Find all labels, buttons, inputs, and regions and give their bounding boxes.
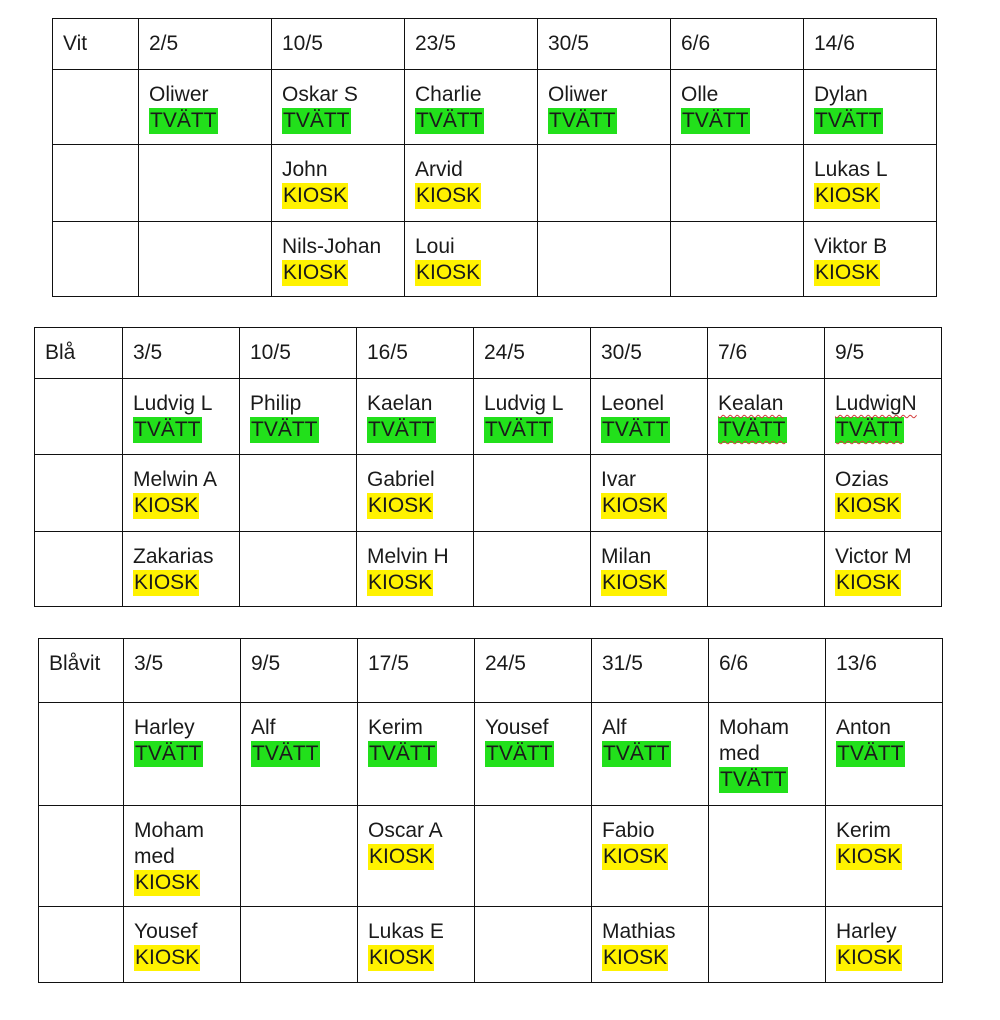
empty-team-cell xyxy=(53,70,139,145)
table-row xyxy=(53,70,937,145)
assignment-cell xyxy=(358,806,475,907)
date-cell xyxy=(671,19,804,70)
header-row xyxy=(39,639,943,703)
person-name: John xyxy=(282,158,328,181)
team-name-cell xyxy=(53,19,139,70)
assignment xyxy=(241,703,357,767)
assignment xyxy=(826,703,942,767)
assignment-cell xyxy=(240,379,357,455)
person-name: Melvin H xyxy=(367,545,449,568)
assignment xyxy=(826,907,942,971)
person-name: Olle xyxy=(681,83,719,106)
person-name: Lukas L xyxy=(814,158,888,181)
assignment-cell xyxy=(123,455,240,532)
date-cell xyxy=(240,328,357,379)
person-name: Moham med xyxy=(134,819,205,868)
person-name: Fabio xyxy=(602,819,655,842)
person-name: Victor M xyxy=(835,545,912,568)
tvatt-task-label: TVÄTT xyxy=(134,418,201,441)
kiosk-task-label: KIOSK xyxy=(369,946,434,969)
date-cell xyxy=(123,328,240,379)
person-name: Oscar A xyxy=(368,819,443,842)
assignment-cell xyxy=(591,532,708,607)
team-name: Vit xyxy=(63,32,88,55)
kiosk-task-label: KIOSK xyxy=(602,571,667,594)
tvatt-task-label: TVÄTT xyxy=(283,109,350,132)
kiosk-task-label: KIOSK xyxy=(368,571,433,594)
assignment-cell xyxy=(708,379,825,455)
date-cell xyxy=(405,19,538,70)
assignment-cell xyxy=(272,70,405,145)
tvatt-task-label: TVÄTT xyxy=(682,109,749,132)
assignment-cell xyxy=(592,907,709,983)
tvatt-task-label: TVÄTT xyxy=(602,418,669,441)
assignment-cell xyxy=(124,806,241,907)
tvatt-task-label: TVÄTT xyxy=(836,418,903,441)
assignment-cell xyxy=(804,145,937,222)
assignment xyxy=(124,907,240,971)
date-cell xyxy=(358,639,475,703)
kiosk-task-label: KIOSK xyxy=(283,184,348,207)
assignment-cell xyxy=(358,907,475,983)
person-name: Yousef xyxy=(485,716,549,739)
assignment-cell xyxy=(475,703,592,806)
tvatt-task-label: TVÄTT xyxy=(719,418,786,441)
kiosk-task-label: KIOSK xyxy=(416,184,481,207)
kiosk-task-label: KIOSK xyxy=(283,261,348,284)
assignment-cell xyxy=(405,145,538,222)
tvatt-task-label: TVÄTT xyxy=(416,109,483,132)
person-name: Dylan xyxy=(814,83,868,106)
assignment xyxy=(123,532,239,596)
assignment xyxy=(272,145,404,209)
assignment-cell xyxy=(123,379,240,455)
date-cell xyxy=(474,328,591,379)
assignment xyxy=(592,806,708,870)
person-name: Ludvig L xyxy=(484,392,564,415)
empty-team-cell xyxy=(35,532,123,607)
assignment-cell xyxy=(241,907,358,983)
date-label: 16/5 xyxy=(367,341,408,364)
assignment-cell xyxy=(474,379,591,455)
assignment-cell xyxy=(804,222,937,297)
assignment xyxy=(123,379,239,443)
assignment-cell xyxy=(825,532,942,607)
assignment-cell xyxy=(591,379,708,455)
assignment-cell xyxy=(825,379,942,455)
tvatt-task-label: TVÄTT xyxy=(135,742,202,765)
assignment-cell xyxy=(139,70,272,145)
assignment xyxy=(671,70,803,134)
assignment-cell xyxy=(272,222,405,297)
tvatt-task-label: TVÄTT xyxy=(369,742,436,765)
team-name: Blåvit xyxy=(49,652,101,675)
tvatt-task-label: TVÄTT xyxy=(252,742,319,765)
header-row xyxy=(53,19,937,70)
assignment xyxy=(272,70,404,134)
tvatt-task-label: TVÄTT xyxy=(150,109,217,132)
person-name: Philip xyxy=(250,392,302,415)
tvatt-task-label: TVÄTT xyxy=(368,418,435,441)
assignment-cell xyxy=(241,806,358,907)
kiosk-task-label: KIOSK xyxy=(815,184,880,207)
empty-team-cell xyxy=(53,145,139,222)
assignment xyxy=(123,455,239,519)
date-label: 9/5 xyxy=(251,652,281,675)
table-row xyxy=(53,222,937,297)
person-name: Ozias xyxy=(835,468,889,491)
kiosk-task-label: KIOSK xyxy=(416,261,481,284)
person-name: Kaelan xyxy=(367,392,433,415)
assignment-cell xyxy=(671,70,804,145)
date-cell xyxy=(709,639,826,703)
person-name: Harley xyxy=(134,716,195,739)
date-label: 13/6 xyxy=(836,652,877,675)
date-cell xyxy=(357,328,474,379)
kiosk-task-label: KIOSK xyxy=(134,571,199,594)
assignment xyxy=(591,379,707,443)
person-name: Oliwer xyxy=(149,83,209,106)
assignment-cell xyxy=(671,145,804,222)
person-name: Loui xyxy=(415,235,455,258)
person-name: Alf xyxy=(251,716,276,739)
assignment-cell xyxy=(405,70,538,145)
assignment-cell xyxy=(708,532,825,607)
assignment xyxy=(358,703,474,767)
table-row xyxy=(35,455,942,532)
date-cell xyxy=(272,19,405,70)
person-name: Harley xyxy=(836,920,897,943)
table-row xyxy=(39,907,943,983)
person-name: Mathias xyxy=(602,920,676,943)
kiosk-task-label: KIOSK xyxy=(135,871,200,894)
person-name: Gabriel xyxy=(367,468,435,491)
assignment-cell xyxy=(272,145,405,222)
kiosk-task-label: KIOSK xyxy=(836,494,901,517)
empty-team-cell xyxy=(39,907,124,983)
assignment-cell xyxy=(475,907,592,983)
assignment-cell xyxy=(804,70,937,145)
assignment xyxy=(825,455,941,519)
assignment xyxy=(825,532,941,596)
date-label: 30/5 xyxy=(548,32,589,55)
assignment xyxy=(357,455,473,519)
assignment xyxy=(405,145,537,209)
assignment xyxy=(357,379,473,443)
date-label: 6/6 xyxy=(681,32,711,55)
assignment xyxy=(804,222,936,286)
date-cell xyxy=(139,19,272,70)
person-name: Nils-Johan xyxy=(282,235,382,258)
kiosk-task-label: KIOSK xyxy=(837,946,902,969)
empty-team-cell xyxy=(35,379,123,455)
assignment xyxy=(272,222,404,286)
person-name: Ludvig L xyxy=(133,392,213,415)
person-name: Arvid xyxy=(415,158,463,181)
header-row xyxy=(35,328,942,379)
assignment-cell xyxy=(475,806,592,907)
assignment-cell xyxy=(826,703,943,806)
kiosk-task-label: KIOSK xyxy=(134,494,199,517)
person-name: Ivar xyxy=(601,468,637,491)
kiosk-task-label: KIOSK xyxy=(368,494,433,517)
person-name: Oliwer xyxy=(548,83,608,106)
assignment-cell xyxy=(357,532,474,607)
date-cell xyxy=(804,19,937,70)
assignment-cell xyxy=(708,455,825,532)
kiosk-task-label: KIOSK xyxy=(837,845,902,868)
date-label: 23/5 xyxy=(415,32,456,55)
date-label: 9/5 xyxy=(835,341,865,364)
schedule-table-1 xyxy=(34,327,942,607)
assignment xyxy=(825,379,941,443)
assignment-cell xyxy=(709,907,826,983)
person-name: Alf xyxy=(602,716,627,739)
schedule-table-0 xyxy=(52,18,937,297)
date-label: 31/5 xyxy=(602,652,643,675)
tvatt-task-label: TVÄTT xyxy=(603,742,670,765)
assignment xyxy=(804,70,936,134)
person-name: Oskar S xyxy=(282,83,358,106)
assignment-cell xyxy=(538,70,671,145)
team-name-cell xyxy=(39,639,124,703)
person-name: Anton xyxy=(836,716,891,739)
date-cell xyxy=(591,328,708,379)
table-row xyxy=(39,703,943,806)
date-cell xyxy=(475,639,592,703)
date-label: 3/5 xyxy=(134,652,164,675)
date-label: 14/6 xyxy=(814,32,855,55)
kiosk-task-label: KIOSK xyxy=(603,845,668,868)
date-label: 6/6 xyxy=(719,652,749,675)
tvatt-task-label: TVÄTT xyxy=(549,109,616,132)
assignment-cell xyxy=(826,806,943,907)
assignment-cell xyxy=(124,703,241,806)
date-cell xyxy=(124,639,241,703)
empty-team-cell xyxy=(39,703,124,806)
assignment-cell xyxy=(405,222,538,297)
person-name: Viktor B xyxy=(814,235,888,258)
date-label: 7/6 xyxy=(718,341,748,364)
assignment xyxy=(804,145,936,209)
team-name-cell xyxy=(35,328,123,379)
table-row xyxy=(39,806,943,907)
person-name: Melwin A xyxy=(133,468,218,491)
tvatt-task-label: TVÄTT xyxy=(837,742,904,765)
tvatt-task-label: TVÄTT xyxy=(251,418,318,441)
assignment xyxy=(240,379,356,443)
assignment xyxy=(358,907,474,971)
kiosk-task-label: KIOSK xyxy=(602,494,667,517)
assignment-cell xyxy=(124,907,241,983)
empty-team-cell xyxy=(39,806,124,907)
kiosk-task-label: KIOSK xyxy=(603,946,668,969)
table-row xyxy=(35,379,942,455)
assignment xyxy=(124,703,240,767)
assignment-cell xyxy=(591,455,708,532)
assignment-cell xyxy=(240,455,357,532)
tvatt-task-label: TVÄTT xyxy=(486,742,553,765)
tvatt-task-label: TVÄTT xyxy=(485,418,552,441)
person-name: LudwigN xyxy=(835,392,917,415)
kiosk-task-label: KIOSK xyxy=(135,946,200,969)
date-cell xyxy=(708,328,825,379)
date-label: 17/5 xyxy=(368,652,409,675)
assignment xyxy=(475,703,591,767)
date-label: 10/5 xyxy=(250,341,291,364)
assignment xyxy=(124,806,240,896)
assignment-cell xyxy=(139,145,272,222)
assignment-cell xyxy=(538,145,671,222)
assignment-cell xyxy=(826,907,943,983)
assignment xyxy=(405,70,537,134)
assignment-cell xyxy=(592,806,709,907)
date-cell xyxy=(538,19,671,70)
assignment-cell xyxy=(240,532,357,607)
table-row xyxy=(53,145,937,222)
assignment-cell xyxy=(123,532,240,607)
tvatt-task-label: TVÄTT xyxy=(815,109,882,132)
assignment-cell xyxy=(358,703,475,806)
tvatt-task-label: TVÄTT xyxy=(720,768,787,791)
assignment-cell xyxy=(538,222,671,297)
date-label: 2/5 xyxy=(149,32,179,55)
assignment-cell xyxy=(592,703,709,806)
kiosk-task-label: KIOSK xyxy=(369,845,434,868)
empty-team-cell xyxy=(53,222,139,297)
assignment xyxy=(826,806,942,870)
assignment-cell xyxy=(709,703,826,806)
assignment xyxy=(709,703,825,793)
date-cell xyxy=(826,639,943,703)
date-label: 24/5 xyxy=(485,652,526,675)
assignment-cell xyxy=(357,379,474,455)
person-name: Kerim xyxy=(368,716,423,739)
team-name: Blå xyxy=(45,341,76,364)
kiosk-task-label: KIOSK xyxy=(815,261,880,284)
assignment-cell xyxy=(474,532,591,607)
date-cell xyxy=(592,639,709,703)
empty-team-cell xyxy=(35,455,123,532)
assignment xyxy=(474,379,590,443)
assignment xyxy=(358,806,474,870)
assignment xyxy=(538,70,670,134)
person-name: Moham med xyxy=(719,716,790,765)
assignment xyxy=(591,532,707,596)
table-row xyxy=(35,532,942,607)
person-name: Charlie xyxy=(415,83,482,106)
assignment xyxy=(592,703,708,767)
assignment xyxy=(591,455,707,519)
assignment xyxy=(139,70,271,134)
person-name: Milan xyxy=(601,545,652,568)
person-name: Kealan xyxy=(718,392,784,415)
person-name: Zakarias xyxy=(133,545,214,568)
assignment-cell xyxy=(357,455,474,532)
person-name: Leonel xyxy=(601,392,665,415)
assignment xyxy=(708,379,824,443)
person-name: Kerim xyxy=(836,819,891,842)
schedule-table-2 xyxy=(38,638,943,983)
assignment xyxy=(357,532,473,596)
assignment-cell xyxy=(139,222,272,297)
assignment xyxy=(592,907,708,971)
kiosk-task-label: KIOSK xyxy=(836,571,901,594)
assignment-cell xyxy=(671,222,804,297)
assignment-cell xyxy=(825,455,942,532)
date-cell xyxy=(825,328,942,379)
assignment xyxy=(405,222,537,286)
assignment-cell xyxy=(474,455,591,532)
date-label: 3/5 xyxy=(133,341,163,364)
date-cell xyxy=(241,639,358,703)
assignment-cell xyxy=(241,703,358,806)
assignment-cell xyxy=(709,806,826,907)
date-label: 10/5 xyxy=(282,32,323,55)
person-name: Yousef xyxy=(134,920,198,943)
person-name: Lukas E xyxy=(368,920,444,943)
date-label: 30/5 xyxy=(601,341,642,364)
date-label: 24/5 xyxy=(484,341,525,364)
